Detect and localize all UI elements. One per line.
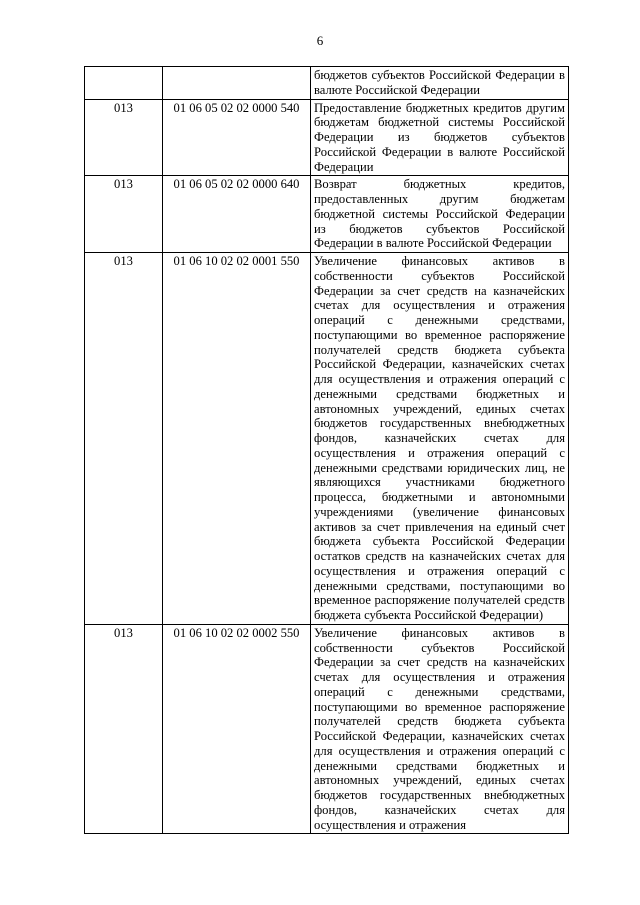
description-cell: Возврат бюджетных кредитов, предоставленных другим бюджетам бюджетной системы Российской Федерации из бюджетов субъектов Российской Федерации в валюте Российской Федерации	[311, 176, 569, 253]
admin-code-cell: 013	[85, 624, 163, 834]
table-row	[85, 67, 569, 100]
table-row	[85, 99, 569, 176]
budget-codes-table	[84, 66, 569, 834]
table-row	[85, 624, 569, 834]
admin-code-cell: 013	[85, 176, 163, 253]
description-cell: Предоставление бюджетных кредитов другим бюджетам бюджетной системы Российской Федерации из бюджетов субъектов Российской Федерации в валюте Российской Федерации	[311, 99, 569, 176]
budget-code-cell: 01 06 10 02 02 0001 550	[163, 253, 311, 625]
page-number: 6	[316, 33, 324, 48]
description-cell: бюджетов субъектов Российской Федерации в валюте Российской Федерации	[311, 67, 569, 100]
budget-code-cell: 01 06 10 02 02 0002 550	[163, 624, 311, 834]
budget-code-cell: 01 06 05 02 02 0000 540	[163, 99, 311, 176]
table-row	[85, 253, 569, 625]
table-row	[85, 176, 569, 253]
budget-code-cell: 01 06 05 02 02 0000 640	[163, 176, 311, 253]
admin-code-cell: 013	[85, 253, 163, 625]
description-cell: Увеличение финансовых активов в собственности субъектов Российской Федерации за счет средств на казначейских счетах для осуществления и отражения операций с денежными средствами, поступающими во временное распоряжение получателей средств бюджета субъекта Российской Федерации, казначейских счетах для осуществления и отражения операций с денежными средствами бюджетных и автономных учреждений, единых счетах бюджетов государственных внебюджетных фондов, казначейских счетах для осуществления и отражения	[311, 624, 569, 834]
description-cell: Увеличение финансовых активов в собственности субъектов Российской Федерации за счет средств на казначейских счетах для осуществления и отражения операций с денежными средствами, поступающими во временное распоряжение получателей средств бюджета субъекта Российской Федерации, казначейских счетах для осуществления и отражения операций с денежными средствами бюджетных и автономных учреждений, единых счетах бюджетов государственных внебюджетных фондов, казначейских счетах для осуществления и отражения операций с денежными средствами юридических лиц, не являющихся участниками бюджетного процесса, бюджетными и автономными учреждениями (увеличение финансовых активов за счет привлечения на единый счет бюджета субъекта Российской Федерации остатков средств на казначейских счетах для осуществления и отражения операций с денежными средствами, поступающими во временное распоряжение получателей средств бюджета субъекта Российской Федерации)	[311, 253, 569, 625]
admin-code-cell: 013	[85, 99, 163, 176]
admin-code-cell	[85, 67, 163, 100]
budget-code-cell	[163, 67, 311, 100]
